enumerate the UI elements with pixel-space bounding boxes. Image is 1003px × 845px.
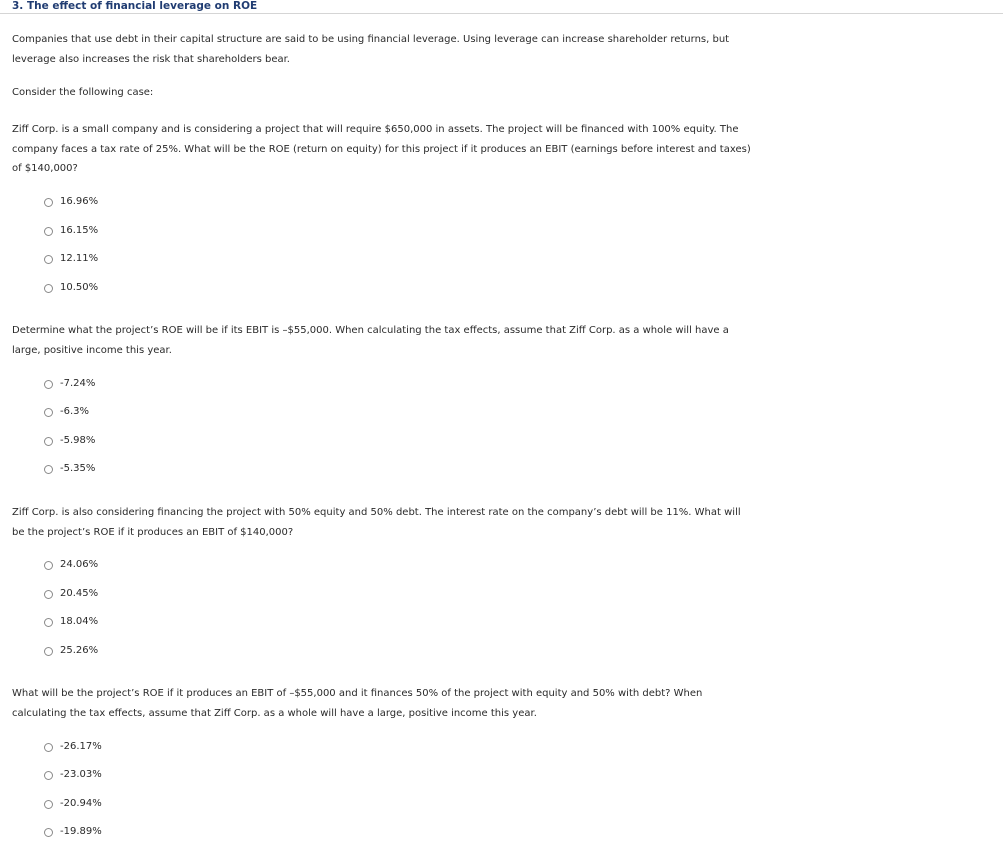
radio-button[interactable] bbox=[44, 618, 53, 627]
question-2-option-1[interactable] bbox=[44, 377, 95, 391]
radio-button[interactable] bbox=[44, 590, 53, 599]
title-divider bbox=[0, 13, 1003, 14]
question-2-option-4[interactable] bbox=[44, 462, 95, 476]
question-4-option-3[interactable] bbox=[44, 797, 102, 811]
radio-button[interactable] bbox=[44, 380, 53, 389]
question-4-option-2[interactable] bbox=[44, 768, 102, 782]
question-3-option-1[interactable] bbox=[44, 558, 98, 572]
option-label: -5.98% bbox=[60, 435, 96, 446]
radio-button[interactable] bbox=[44, 561, 53, 570]
option-label: 10.50% bbox=[60, 282, 99, 293]
question-1-option-3[interactable] bbox=[44, 252, 98, 266]
radio-button[interactable] bbox=[44, 647, 53, 656]
option-label: 24.06% bbox=[60, 559, 99, 570]
radio-button[interactable] bbox=[44, 771, 53, 780]
question-4-option-4[interactable] bbox=[44, 825, 102, 839]
radio-button[interactable] bbox=[44, 255, 53, 264]
question-1-option-2[interactable] bbox=[44, 224, 98, 238]
question-2-prompt: Determine what the project’s ROE will be if its EBIT is –$55,000. When calculating the tax effects, assume that Ziff Corp. as a whole will have a large, positive income this year. bbox=[12, 325, 729, 356]
option-label: 18.04% bbox=[60, 616, 99, 627]
question-1-prompt: Ziff Corp. is a small company and is considering a project that will require $650,000 in assets. The project will be financed with 100% equity. The company faces a tax rate of 25%. What will be the ROE (return on equity) for this project if it produces an EBIT (earnings before interest and taxes) of $140,000? bbox=[12, 124, 751, 174]
question-2-option-3[interactable] bbox=[44, 434, 95, 448]
radio-button[interactable] bbox=[44, 465, 53, 474]
option-label: -6.3% bbox=[60, 406, 90, 417]
option-label: 16.96% bbox=[60, 196, 99, 207]
radio-button[interactable] bbox=[44, 284, 53, 293]
question-title: 3. The effect of financial leverage on ROE bbox=[12, 0, 258, 12]
option-label: 16.15% bbox=[60, 225, 99, 236]
radio-button[interactable] bbox=[44, 828, 53, 837]
question-3-prompt: Ziff Corp. is also considering financing the project with 50% equity and 50% debt. The interest rate on the company’s debt will be 11%. What will be the project’s ROE if it produces an EBIT of $140,000? bbox=[12, 507, 741, 538]
radio-button[interactable] bbox=[44, 408, 53, 417]
option-label: -5.35% bbox=[60, 463, 96, 474]
radio-button[interactable] bbox=[44, 800, 53, 809]
option-label: 12.11% bbox=[60, 253, 99, 264]
question-4-option-1[interactable] bbox=[44, 740, 102, 754]
option-label: -20.94% bbox=[60, 798, 102, 809]
radio-button[interactable] bbox=[44, 227, 53, 236]
question-1-option-1[interactable] bbox=[44, 195, 98, 209]
radio-button[interactable] bbox=[44, 743, 53, 752]
question-3-option-2[interactable] bbox=[44, 587, 98, 601]
radio-button[interactable] bbox=[44, 437, 53, 446]
intro-text: Companies that use debt in their capital structure are said to be using financial leverage. Using leverage can increase shareholder returns, but leverage also increases the risk that shareholders bear. bbox=[12, 34, 730, 65]
question-3-option-3[interactable] bbox=[44, 615, 98, 629]
option-label: -7.24% bbox=[60, 378, 96, 389]
question-1-option-4[interactable] bbox=[44, 281, 98, 295]
option-label: 20.45% bbox=[60, 588, 99, 599]
option-label: -19.89% bbox=[60, 826, 102, 837]
option-label: -23.03% bbox=[60, 769, 102, 780]
option-label: -26.17% bbox=[60, 741, 102, 752]
radio-button[interactable] bbox=[44, 198, 53, 207]
question-3-option-4[interactable] bbox=[44, 644, 98, 658]
option-label: 25.26% bbox=[60, 645, 99, 656]
question-2-option-2[interactable] bbox=[44, 405, 89, 419]
question-4-prompt: What will be the project’s ROE if it produces an EBIT of –$55,000 and it finances 50% of the project with equity and 50% with debt? When calculating the tax effects, assume that Ziff Corp. as a whole will have a large, positive income this year. bbox=[12, 688, 703, 719]
consider-text: Consider the following case: bbox=[12, 87, 154, 98]
